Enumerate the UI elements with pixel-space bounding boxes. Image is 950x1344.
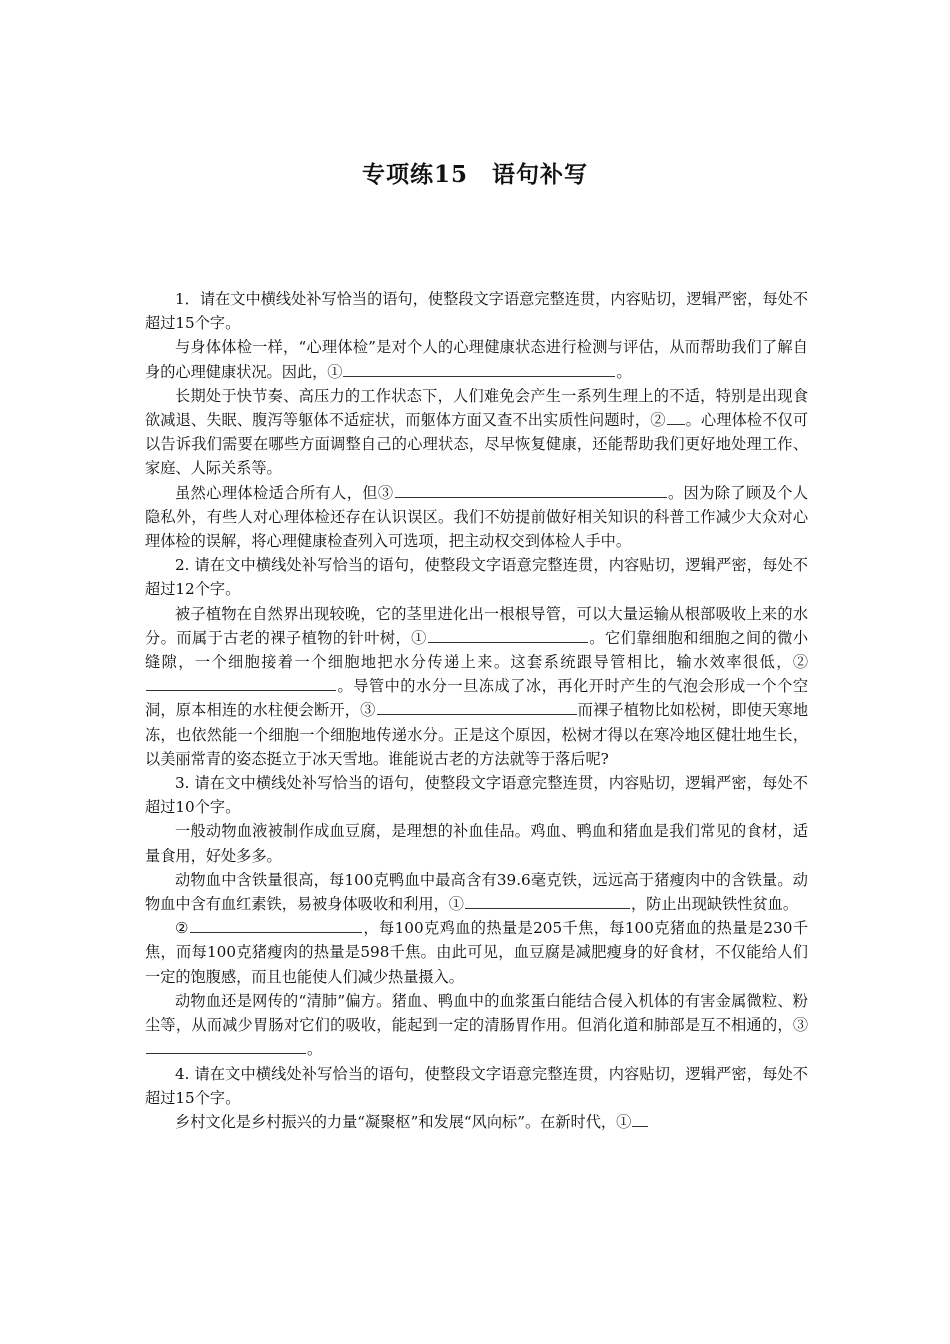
text-span: 动物血还是网传的“清肺”偏方。猪血、鸭血中的血浆蛋白能结合侵入机体的有害金属微粒、粉尘等，从而减少胃肠对它们的吸收，能起到一定的清肠胃作用。但消化道和肺部是互不相通的，③	[145, 991, 808, 1035]
text-span: ，每100克鸡血的热量是205千焦，每100克猪血的热量是230千焦，而每100克猪瘦肉的热量是598千焦。由此可见，血豆腐是减肥瘦身的好食材，不仅能给人们一定的饱腹感，而且也能使人们减少热量摄入。	[145, 919, 809, 986]
answer-blank[interactable]	[395, 496, 667, 498]
text-span: 。	[307, 1040, 323, 1059]
question-3-paragraph-1: 一般动物血液被制作成血豆腐，是理想的补血佳品。鸡血、鸭血和猪血是我们常见的食材，适量食用，好处多多。	[145, 822, 808, 865]
text-span: 。	[616, 362, 632, 381]
text-span: 。导管中的水分一旦冻成了冰，再化开时产生的气泡会形成一个个空洞，原本相连的水柱便会断开，③	[145, 677, 808, 720]
question-3-paragraph-3	[145, 916, 808, 989]
question-3-paragraph-4	[145, 989, 808, 1062]
question-1-paragraph-2	[145, 384, 808, 481]
text-span: 。它们靠细胞和细胞之间的微小缝隙，一个细胞接着一个细胞地把水分传递上来。这套系统跟导管相比，输水效率很低，②	[145, 628, 808, 672]
text-span: 乡村文化是乡村振兴的力量“凝聚枢”和发展“风向标”。在新时代，①	[175, 1112, 632, 1131]
answer-blank[interactable]	[632, 1125, 648, 1127]
text-span: 。因为除了顾及个人隐私外，有些人对心理体检还存在认识误区。我们不妨提前做好相关知识的科普工作减少大众对心理体检的误解，将心理健康检查列入可选项，把主动权交到体检人手中。	[145, 483, 809, 551]
text-span: 长期处于快节奏、高压力的工作状态下，人们难免会产生一系列生理上的不适，特别是出现食欲减退、失眠、腹泻等躯体不适症状，而躯体方面又查不出实质性问题时，②	[145, 386, 808, 430]
text-span: 虽然心理体检适合所有人，但③	[175, 483, 394, 502]
question-1-prompt: 1．请在文中横线处补写恰当的语句，使整段文字语意完整连贯，内容贴切，逻辑严密，每处不超过15个字。	[145, 290, 808, 333]
page-title: 专项练15 语句补写	[361, 161, 588, 188]
question-4-prompt: 4. 请在文中横线处补写恰当的语句，使整段文字语意完整连贯，内容贴切，逻辑严密，每处不超过15个字。	[145, 1064, 808, 1107]
answer-blank[interactable]	[146, 689, 336, 691]
question-4-paragraph-1	[145, 1110, 808, 1134]
text-span: 而裸子植物比如松树，即使天寒地冻，也依然能一个细胞一个细胞地传递水分。正是这个原因，松树才得以在寒冷地区健壮地生长，以美丽常青的姿态挺立于冰天雪地。谁能说古老的方法就等于落后呢?	[145, 701, 809, 768]
question-2-prompt: 2. 请在文中横线处补写恰当的语句，使整段文字语意完整连贯，内容贴切，逻辑严密，每处不超过12个字。	[145, 556, 808, 599]
question-2-paragraph-1	[145, 602, 808, 771]
answer-blank[interactable]	[428, 641, 588, 643]
answer-blank[interactable]	[377, 713, 577, 715]
text-span: ②	[175, 919, 190, 938]
text-span: ，防止出现缺铁性贫血。	[630, 895, 798, 914]
answer-blank[interactable]	[465, 907, 630, 909]
text-span: 被子植物在自然界出现较晚，它的茎里进化出一根根导管，可以大量运输从根部吸收上来的水分。而属于古老的裸子植物的针叶树，①	[145, 604, 808, 647]
text-span: 。心理体检不仅可以告诉我们需要在哪些方面调整自己的心理状态，尽早恢复健康，还能帮助我们更好地处理工作、家庭、人际关系等。	[145, 411, 809, 478]
text-span: 与身体体检一样，“心理体检”是对个人的心理健康状态进行检测与评估，从而帮助我们了解自身的心理健康状况。因此，①	[145, 338, 808, 381]
question-3-paragraph-2	[145, 868, 808, 916]
answer-blank[interactable]	[190, 931, 362, 933]
text-span: 动物血中含铁量很高，每100克鸭血中最高含有39.6毫克铁，远远高于猪瘦肉中的含铁量。动物血中含有血红素铁，易被身体吸收和利用，①	[145, 870, 808, 914]
question-3-prompt: 3. 请在文中横线处补写恰当的语句，使整段文字语意完整连贯，内容贴切，逻辑严密，每处不超过10个字。	[145, 774, 808, 817]
question-1-paragraph-1	[145, 335, 808, 383]
answer-blank[interactable]	[343, 375, 615, 377]
question-1-paragraph-3	[145, 481, 808, 554]
answer-blank[interactable]	[667, 423, 685, 425]
document-body	[145, 287, 808, 1134]
answer-blank[interactable]	[146, 1052, 306, 1054]
